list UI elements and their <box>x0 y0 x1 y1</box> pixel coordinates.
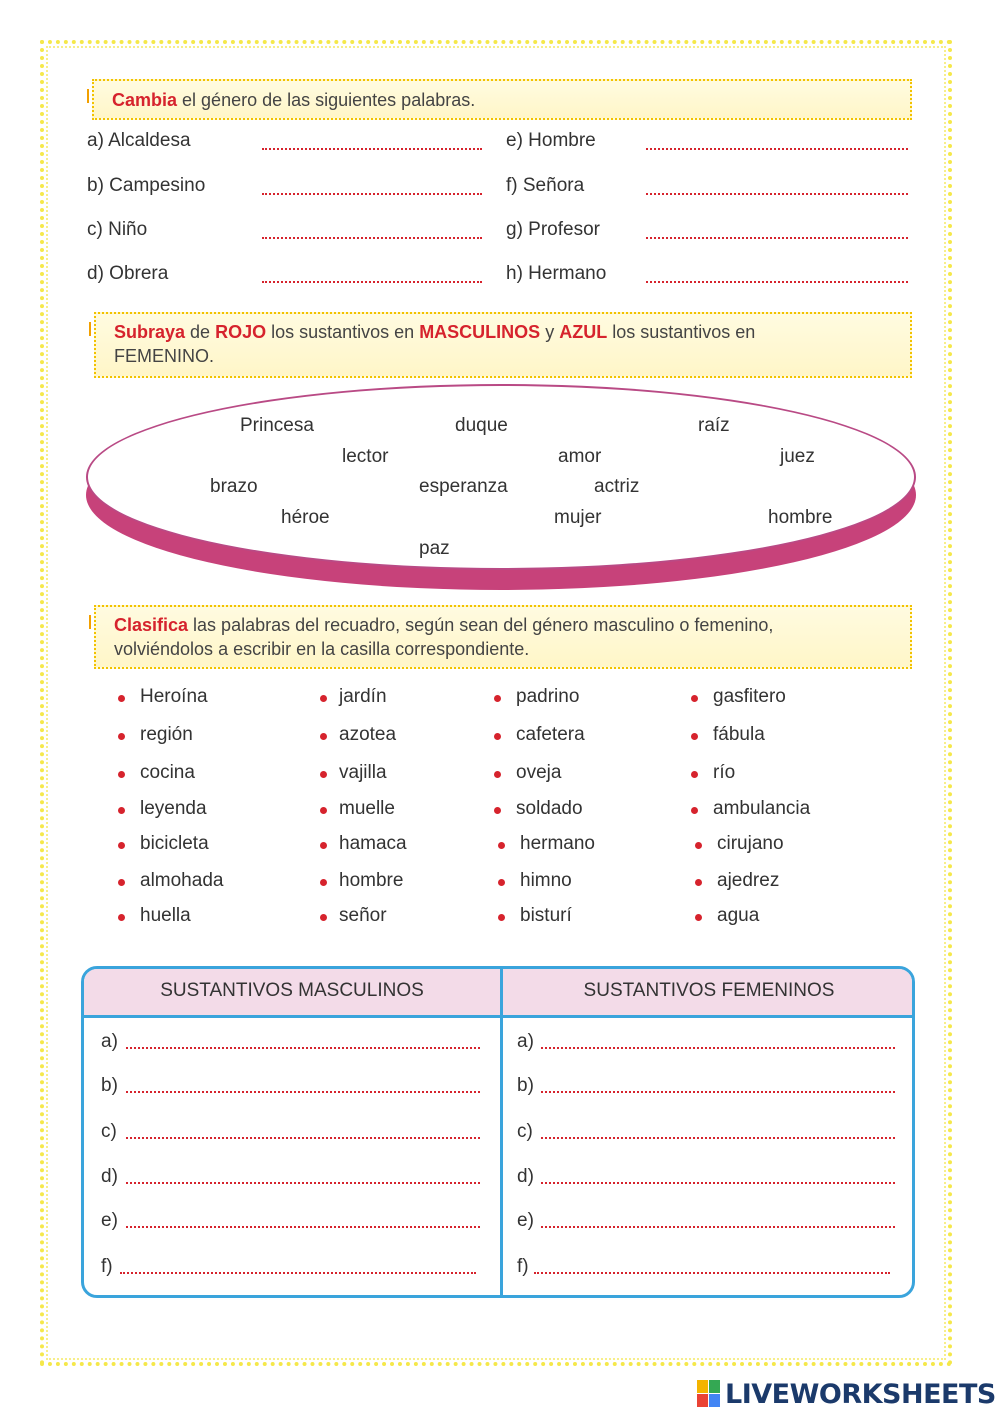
answer-line-femenino[interactable] <box>541 1047 895 1049</box>
keyword-azul: AZUL <box>559 322 608 342</box>
instruction-text: los sustantivos en <box>607 322 756 342</box>
oval-word[interactable]: juez <box>780 446 815 467</box>
row-label: e) <box>517 1210 534 1231</box>
bullet-dot <box>118 842 125 849</box>
classify-word[interactable]: vajilla <box>339 762 387 783</box>
keyword-cambia: Cambia <box>112 90 178 110</box>
instruction-text-1: el género de las siguientes palabras. <box>177 90 476 110</box>
answer-line[interactable] <box>262 237 482 239</box>
answer-line[interactable] <box>646 148 908 150</box>
classify-word[interactable]: leyenda <box>140 798 207 819</box>
classify-word[interactable]: gasfitero <box>713 686 786 707</box>
classify-word[interactable]: ambulancia <box>713 798 811 819</box>
bullet-dot <box>494 807 501 814</box>
table-divider <box>500 969 503 1295</box>
classify-word[interactable]: azotea <box>339 724 397 745</box>
bullet-dot <box>118 807 125 814</box>
exercise-word: c) Niño <box>87 219 148 240</box>
classify-word[interactable]: himno <box>520 870 572 891</box>
answer-line[interactable] <box>262 148 482 150</box>
answer-line[interactable] <box>646 193 908 195</box>
classify-word[interactable]: fábula <box>713 724 765 745</box>
classify-word[interactable]: señor <box>339 905 387 926</box>
classify-word[interactable]: Heroína <box>140 686 208 707</box>
instruction-banner-3 <box>94 605 912 669</box>
bullet-dot <box>320 695 327 702</box>
logo-text: LIVEWORKSHEETS <box>725 1378 996 1410</box>
bullet-dot <box>118 771 125 778</box>
exercise-word: f) Señora <box>506 175 585 196</box>
row-label: b) <box>517 1075 534 1096</box>
classify-word[interactable]: bicicleta <box>140 833 209 854</box>
header-masculinos: SUSTANTIVOS MASCULINOS <box>160 980 424 1001</box>
exercise-word: a) Alcaldesa <box>87 130 191 151</box>
classify-word[interactable]: jardín <box>339 686 387 707</box>
classify-word[interactable]: ajedrez <box>717 870 780 891</box>
bullet-dot <box>498 914 505 921</box>
exercise-word: h) Hermano <box>506 263 607 284</box>
bullet-dot <box>320 914 327 921</box>
liveworksheets-logo <box>697 1377 996 1411</box>
bullet-dot <box>118 914 125 921</box>
bullet-dot <box>494 771 501 778</box>
classify-word[interactable]: agua <box>717 905 760 926</box>
classify-word[interactable]: río <box>713 762 736 783</box>
classify-word[interactable]: hermano <box>520 833 595 854</box>
row-label: b) <box>101 1075 118 1096</box>
answer-line-masculino[interactable] <box>126 1182 480 1184</box>
oval-word[interactable]: duque <box>455 415 508 436</box>
bullet-dot <box>691 771 698 778</box>
answer-line[interactable] <box>646 237 908 239</box>
classify-word[interactable]: hombre <box>339 870 404 891</box>
instruction-banner-1 <box>92 79 912 120</box>
oval-word[interactable]: amor <box>558 446 602 467</box>
oval-word[interactable]: hombre <box>768 507 833 528</box>
exercise-word: e) Hombre <box>506 130 596 151</box>
answer-line[interactable] <box>262 193 482 195</box>
header-femeninos: SUSTANTIVOS FEMENINOS <box>583 980 835 1001</box>
instruction-text: las palabras del recuadro, según sean del género masculino o femenino, <box>188 615 774 635</box>
bullet-dot <box>320 733 327 740</box>
oval-word[interactable]: paz <box>419 538 450 559</box>
classify-word[interactable]: almohada <box>140 870 224 891</box>
instruction-text: los sustantivos en <box>266 322 420 342</box>
bullet-dot <box>320 807 327 814</box>
answer-line-femenino[interactable] <box>541 1226 895 1228</box>
keyword-clasifica: Clasifica <box>114 615 189 635</box>
instruction-text-line2: FEMENINO. <box>114 346 215 366</box>
classify-word[interactable]: huella <box>140 905 191 926</box>
keyword-masculinos: MASCULINOS <box>419 322 541 342</box>
oval-word[interactable]: héroe <box>281 507 330 528</box>
bullet-dot <box>691 695 698 702</box>
answer-line-masculino[interactable] <box>126 1226 480 1228</box>
oval-word[interactable]: Princesa <box>240 415 314 436</box>
logo-icon <box>697 1380 721 1408</box>
answer-line-masculino[interactable] <box>126 1091 480 1093</box>
instruction-text: de <box>185 322 216 342</box>
answer-line-femenino[interactable] <box>541 1091 895 1093</box>
row-label: a) <box>101 1031 118 1052</box>
row-label: c) <box>517 1121 533 1142</box>
classify-word[interactable]: padrino <box>516 686 580 707</box>
oval-word[interactable]: raíz <box>698 415 730 436</box>
classify-word[interactable]: soldado <box>516 798 583 819</box>
classify-word[interactable]: cirujano <box>717 833 784 854</box>
bullet-dot <box>320 771 327 778</box>
oval-word[interactable]: actriz <box>594 476 640 497</box>
keyword-rojo: ROJO <box>215 322 267 342</box>
answer-line-masculino[interactable] <box>126 1137 480 1139</box>
answer-line-femenino[interactable] <box>541 1137 895 1139</box>
bullet-dot <box>695 842 702 849</box>
classify-word[interactable]: oveja <box>516 762 562 783</box>
classify-word[interactable]: bisturí <box>520 905 572 926</box>
row-label: e) <box>101 1210 118 1231</box>
oval-word[interactable]: mujer <box>554 507 602 528</box>
row-label: f) <box>517 1256 529 1277</box>
classify-word[interactable]: cafetera <box>516 724 585 745</box>
answer-line-femenino[interactable] <box>541 1182 895 1184</box>
answer-line-masculino[interactable] <box>120 1272 476 1274</box>
exercise-word: d) Obrera <box>87 263 169 284</box>
bullet-dot <box>691 733 698 740</box>
answer-line-femenino[interactable] <box>534 1272 890 1274</box>
answer-line[interactable] <box>262 281 482 283</box>
bullet-dot <box>695 914 702 921</box>
oval-word[interactable]: esperanza <box>419 476 508 497</box>
classify-word[interactable]: hamaca <box>339 833 407 854</box>
instruction-text: y <box>540 322 560 342</box>
bullet-dot <box>498 879 505 886</box>
bullet-dot <box>494 695 501 702</box>
row-label: a) <box>517 1031 534 1052</box>
bullet-dot <box>320 879 327 886</box>
row-label: f) <box>101 1256 113 1277</box>
instruction-text-line2: volviéndolos a escribir en la casilla correspondiente. <box>114 639 530 659</box>
bullet-dot <box>118 879 125 886</box>
bullet-dot <box>695 879 702 886</box>
classify-word[interactable]: región <box>140 724 193 745</box>
row-label: d) <box>517 1166 534 1187</box>
oval-word[interactable]: brazo <box>210 476 258 497</box>
row-label: c) <box>101 1121 117 1142</box>
bullet-dot <box>498 842 505 849</box>
keyword-subraya: Subraya <box>114 322 186 342</box>
exercise-word: b) Campesino <box>87 175 206 196</box>
bullet-dot <box>118 733 125 740</box>
answer-line[interactable] <box>646 281 908 283</box>
bullet-dot <box>691 807 698 814</box>
bullet-dot <box>320 842 327 849</box>
exercise-word: g) Profesor <box>506 219 600 240</box>
classification-table <box>81 966 915 1298</box>
classify-word[interactable]: muelle <box>339 798 395 819</box>
bullet-dot <box>494 733 501 740</box>
row-label: d) <box>101 1166 118 1187</box>
answer-line-masculino[interactable] <box>126 1047 480 1049</box>
instruction-banner-2 <box>94 312 912 378</box>
oval-word[interactable]: lector <box>342 446 389 467</box>
bullet-dot <box>118 695 125 702</box>
classify-word[interactable]: cocina <box>140 762 195 783</box>
